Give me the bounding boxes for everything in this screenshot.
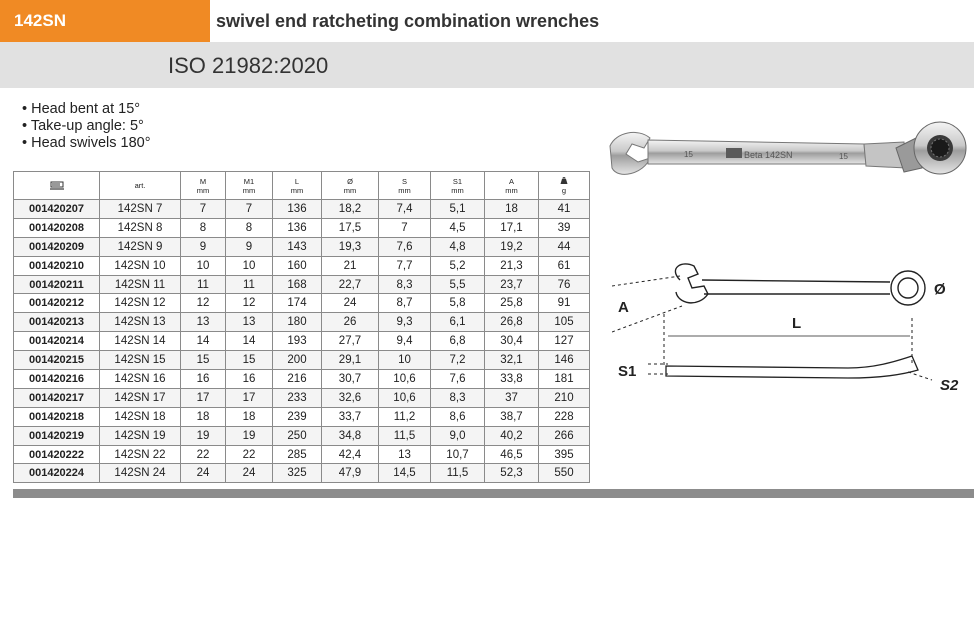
m1-cell: 12 bbox=[226, 294, 273, 313]
l-cell: 233 bbox=[273, 388, 322, 407]
l-cell: 216 bbox=[273, 370, 322, 389]
l-cell: 143 bbox=[273, 237, 322, 256]
l-cell: 239 bbox=[273, 407, 322, 426]
weight-cell: 127 bbox=[539, 332, 590, 351]
diameter-cell: 24 bbox=[322, 294, 379, 313]
table-row bbox=[14, 200, 590, 219]
diameter-column-header: Ø mm bbox=[322, 172, 379, 200]
table-header-row bbox=[14, 172, 590, 200]
s-cell: 11,2 bbox=[379, 407, 431, 426]
weight-cell: 550 bbox=[539, 464, 590, 483]
table-row bbox=[14, 370, 590, 389]
label-a: A bbox=[618, 299, 629, 316]
diameter-cell: 42,4 bbox=[322, 445, 379, 464]
a-cell: 21,3 bbox=[485, 256, 539, 275]
weight-cell: 395 bbox=[539, 445, 590, 464]
a-cell: 17,1 bbox=[485, 218, 539, 237]
s1-cell: 11,5 bbox=[431, 464, 485, 483]
s-cell: 10,6 bbox=[379, 388, 431, 407]
a-cell: 19,2 bbox=[485, 237, 539, 256]
m1-cell: 9 bbox=[226, 237, 273, 256]
s1-cell: 6,1 bbox=[431, 313, 485, 332]
a-cell: 32,1 bbox=[485, 351, 539, 370]
diameter-cell: 18,2 bbox=[322, 200, 379, 219]
m1-cell: 14 bbox=[226, 332, 273, 351]
article-cell: 142SN 12 bbox=[100, 294, 181, 313]
m-cell: 19 bbox=[181, 426, 226, 445]
a-cell: 23,7 bbox=[485, 275, 539, 294]
article-cell: 142SN 7 bbox=[100, 200, 181, 219]
code-column-header bbox=[14, 172, 100, 200]
label-s2: S2 bbox=[940, 377, 959, 394]
article-cell: 142SN 14 bbox=[100, 332, 181, 351]
article-cell: 142SN 24 bbox=[100, 464, 181, 483]
l-cell: 168 bbox=[273, 275, 322, 294]
m-cell: 10 bbox=[181, 256, 226, 275]
feature-item: • Head bent at 15° bbox=[22, 101, 141, 117]
dimension-drawing bbox=[612, 258, 974, 400]
a-cell: 38,7 bbox=[485, 407, 539, 426]
s1-cell: 4,8 bbox=[431, 237, 485, 256]
s1-cell: 6,8 bbox=[431, 332, 485, 351]
s-cell: 7,7 bbox=[379, 256, 431, 275]
s1-cell: 9,0 bbox=[431, 426, 485, 445]
label-diameter: Ø bbox=[934, 281, 946, 298]
article-cell: 142SN 8 bbox=[100, 218, 181, 237]
table-row bbox=[14, 313, 590, 332]
code-cell: 001420208 bbox=[14, 218, 100, 237]
table-row bbox=[14, 256, 590, 275]
m-cell: 22 bbox=[181, 445, 226, 464]
diameter-cell: 29,1 bbox=[322, 351, 379, 370]
code-cell: 001420215 bbox=[14, 351, 100, 370]
s1-cell: 8,6 bbox=[431, 407, 485, 426]
s1-cell: 7,2 bbox=[431, 351, 485, 370]
s1-cell: 5,1 bbox=[431, 200, 485, 219]
table-row bbox=[14, 237, 590, 256]
weight-cell: 210 bbox=[539, 388, 590, 407]
l-cell: 285 bbox=[273, 445, 322, 464]
s-cell: 10 bbox=[379, 351, 431, 370]
m1-cell: 17 bbox=[226, 388, 273, 407]
a-cell: 18 bbox=[485, 200, 539, 219]
article-cell: 142SN 22 bbox=[100, 445, 181, 464]
l-cell: 325 bbox=[273, 464, 322, 483]
s-cell: 14,5 bbox=[379, 464, 431, 483]
weight-cell: 91 bbox=[539, 294, 590, 313]
l-cell: 136 bbox=[273, 200, 322, 219]
photo-engraving: Beta 142SN bbox=[744, 150, 793, 160]
m-cell: 7 bbox=[181, 200, 226, 219]
table-row bbox=[14, 218, 590, 237]
l-cell: 250 bbox=[273, 426, 322, 445]
article-cell: 142SN 9 bbox=[100, 237, 181, 256]
m-cell: 12 bbox=[181, 294, 226, 313]
a-cell: 52,3 bbox=[485, 464, 539, 483]
s-cell: 7 bbox=[379, 218, 431, 237]
s1-cell: 10,7 bbox=[431, 445, 485, 464]
a-cell: 46,5 bbox=[485, 445, 539, 464]
bottom-divider-bar bbox=[13, 489, 974, 498]
m-cell: 9 bbox=[181, 237, 226, 256]
article-cell: 142SN 17 bbox=[100, 388, 181, 407]
m-cell: 15 bbox=[181, 351, 226, 370]
m1-column-header: M1 mm bbox=[226, 172, 273, 200]
product-title: swivel end ratcheting combination wrenches bbox=[216, 11, 600, 31]
s1-cell: 5,5 bbox=[431, 275, 485, 294]
code-cell: 001420214 bbox=[14, 332, 100, 351]
s1-column-header: S1 mm bbox=[431, 172, 485, 200]
m1-cell: 22 bbox=[226, 445, 273, 464]
table-row bbox=[14, 351, 590, 370]
weight-cell: 39 bbox=[539, 218, 590, 237]
m1-cell: 11 bbox=[226, 275, 273, 294]
m-cell: 11 bbox=[181, 275, 226, 294]
header-bar bbox=[0, 0, 974, 42]
m-cell: 24 bbox=[181, 464, 226, 483]
s1-cell: 5,2 bbox=[431, 256, 485, 275]
weight-cell: 41 bbox=[539, 200, 590, 219]
weight-cell: 76 bbox=[539, 275, 590, 294]
article-cell: 142SN 16 bbox=[100, 370, 181, 389]
a-cell: 30,4 bbox=[485, 332, 539, 351]
diameter-cell: 47,9 bbox=[322, 464, 379, 483]
barcode-scale-icon bbox=[50, 180, 64, 190]
diameter-cell: 26 bbox=[322, 313, 379, 332]
weight-cell: 105 bbox=[539, 313, 590, 332]
label-l: L bbox=[792, 315, 802, 332]
s-cell: 7,6 bbox=[379, 237, 431, 256]
m-cell: 8 bbox=[181, 218, 226, 237]
a-cell: 26,8 bbox=[485, 313, 539, 332]
table-row bbox=[14, 294, 590, 313]
photo-size-right: 15 bbox=[839, 152, 848, 161]
a-cell: 40,2 bbox=[485, 426, 539, 445]
s1-cell: 8,3 bbox=[431, 388, 485, 407]
photo-size-left: 15 bbox=[684, 150, 693, 159]
diameter-cell: 30,7 bbox=[322, 370, 379, 389]
standard-band bbox=[0, 42, 974, 88]
diameter-cell: 19,3 bbox=[322, 237, 379, 256]
diameter-cell: 34,8 bbox=[322, 426, 379, 445]
weight-cell: 61 bbox=[539, 256, 590, 275]
weight-cell: 266 bbox=[539, 426, 590, 445]
s-cell: 9,4 bbox=[379, 332, 431, 351]
s-cell: 13 bbox=[379, 445, 431, 464]
l-cell: 160 bbox=[273, 256, 322, 275]
m1-cell: 10 bbox=[226, 256, 273, 275]
s-cell: 8,7 bbox=[379, 294, 431, 313]
m1-cell: 18 bbox=[226, 407, 273, 426]
m1-cell: 24 bbox=[226, 464, 273, 483]
l-cell: 136 bbox=[273, 218, 322, 237]
m-cell: 14 bbox=[181, 332, 226, 351]
diameter-cell: 21 bbox=[322, 256, 379, 275]
s1-cell: 4,5 bbox=[431, 218, 485, 237]
table-row bbox=[14, 407, 590, 426]
table-row bbox=[14, 445, 590, 464]
m-cell: 17 bbox=[181, 388, 226, 407]
code-cell: 001420210 bbox=[14, 256, 100, 275]
a-cell: 37 bbox=[485, 388, 539, 407]
s-cell: 11,5 bbox=[379, 426, 431, 445]
feature-item: • Head swivels 180° bbox=[22, 135, 151, 151]
spec-table bbox=[13, 171, 590, 483]
m-column-header: M mm bbox=[181, 172, 226, 200]
m1-cell: 15 bbox=[226, 351, 273, 370]
weight-column-header: g bbox=[539, 172, 590, 200]
diameter-cell: 33,7 bbox=[322, 407, 379, 426]
table-row bbox=[14, 388, 590, 407]
code-cell: 001420218 bbox=[14, 407, 100, 426]
weight-cell: 228 bbox=[539, 407, 590, 426]
l-cell: 174 bbox=[273, 294, 322, 313]
product-code-tab: 142SN bbox=[0, 0, 210, 42]
table-row bbox=[14, 426, 590, 445]
code-cell: 001420209 bbox=[14, 237, 100, 256]
code-cell: 001420213 bbox=[14, 313, 100, 332]
article-cell: 142SN 19 bbox=[100, 426, 181, 445]
m1-cell: 16 bbox=[226, 370, 273, 389]
m-cell: 13 bbox=[181, 313, 226, 332]
s-cell: 8,3 bbox=[379, 275, 431, 294]
code-cell: 001420211 bbox=[14, 275, 100, 294]
table-row bbox=[14, 464, 590, 483]
m1-cell: 13 bbox=[226, 313, 273, 332]
l-cell: 180 bbox=[273, 313, 322, 332]
s-cell: 7,4 bbox=[379, 200, 431, 219]
m1-cell: 19 bbox=[226, 426, 273, 445]
diameter-cell: 22,7 bbox=[322, 275, 379, 294]
table-row bbox=[14, 332, 590, 351]
article-column-header: art. bbox=[100, 172, 181, 200]
diameter-cell: 32,6 bbox=[322, 388, 379, 407]
code-cell: 001420219 bbox=[14, 426, 100, 445]
code-cell: 001420222 bbox=[14, 445, 100, 464]
feature-item: • Take-up angle: 5° bbox=[22, 118, 144, 134]
standard-text: ISO 21982:2020 bbox=[168, 53, 329, 78]
wrench-photo bbox=[604, 118, 974, 198]
l-cell: 200 bbox=[273, 351, 322, 370]
feature-list bbox=[22, 101, 151, 152]
a-cell: 25,8 bbox=[485, 294, 539, 313]
s-cell: 9,3 bbox=[379, 313, 431, 332]
m1-cell: 7 bbox=[226, 200, 273, 219]
s-cell: 10,6 bbox=[379, 370, 431, 389]
code-cell: 001420207 bbox=[14, 200, 100, 219]
article-cell: 142SN 13 bbox=[100, 313, 181, 332]
label-s1: S1 bbox=[618, 363, 637, 380]
code-cell: 001420224 bbox=[14, 464, 100, 483]
article-cell: 142SN 18 bbox=[100, 407, 181, 426]
diameter-cell: 17,5 bbox=[322, 218, 379, 237]
code-cell: 001420217 bbox=[14, 388, 100, 407]
m1-cell: 8 bbox=[226, 218, 273, 237]
s-column-header: S mm bbox=[379, 172, 431, 200]
table-row bbox=[14, 275, 590, 294]
m-cell: 16 bbox=[181, 370, 226, 389]
weight-cell: 146 bbox=[539, 351, 590, 370]
code-cell: 001420212 bbox=[14, 294, 100, 313]
s1-cell: 5,8 bbox=[431, 294, 485, 313]
m-cell: 18 bbox=[181, 407, 226, 426]
article-cell: 142SN 15 bbox=[100, 351, 181, 370]
weight-cell: 44 bbox=[539, 237, 590, 256]
diameter-cell: 27,7 bbox=[322, 332, 379, 351]
code-cell: 001420216 bbox=[14, 370, 100, 389]
article-cell: 142SN 10 bbox=[100, 256, 181, 275]
l-column-header: L mm bbox=[273, 172, 322, 200]
a-column-header: A mm bbox=[485, 172, 539, 200]
article-cell: 142SN 11 bbox=[100, 275, 181, 294]
weight-cell: 181 bbox=[539, 370, 590, 389]
l-cell: 193 bbox=[273, 332, 322, 351]
s1-cell: 7,6 bbox=[431, 370, 485, 389]
a-cell: 33,8 bbox=[485, 370, 539, 389]
weight-icon bbox=[560, 177, 568, 184]
